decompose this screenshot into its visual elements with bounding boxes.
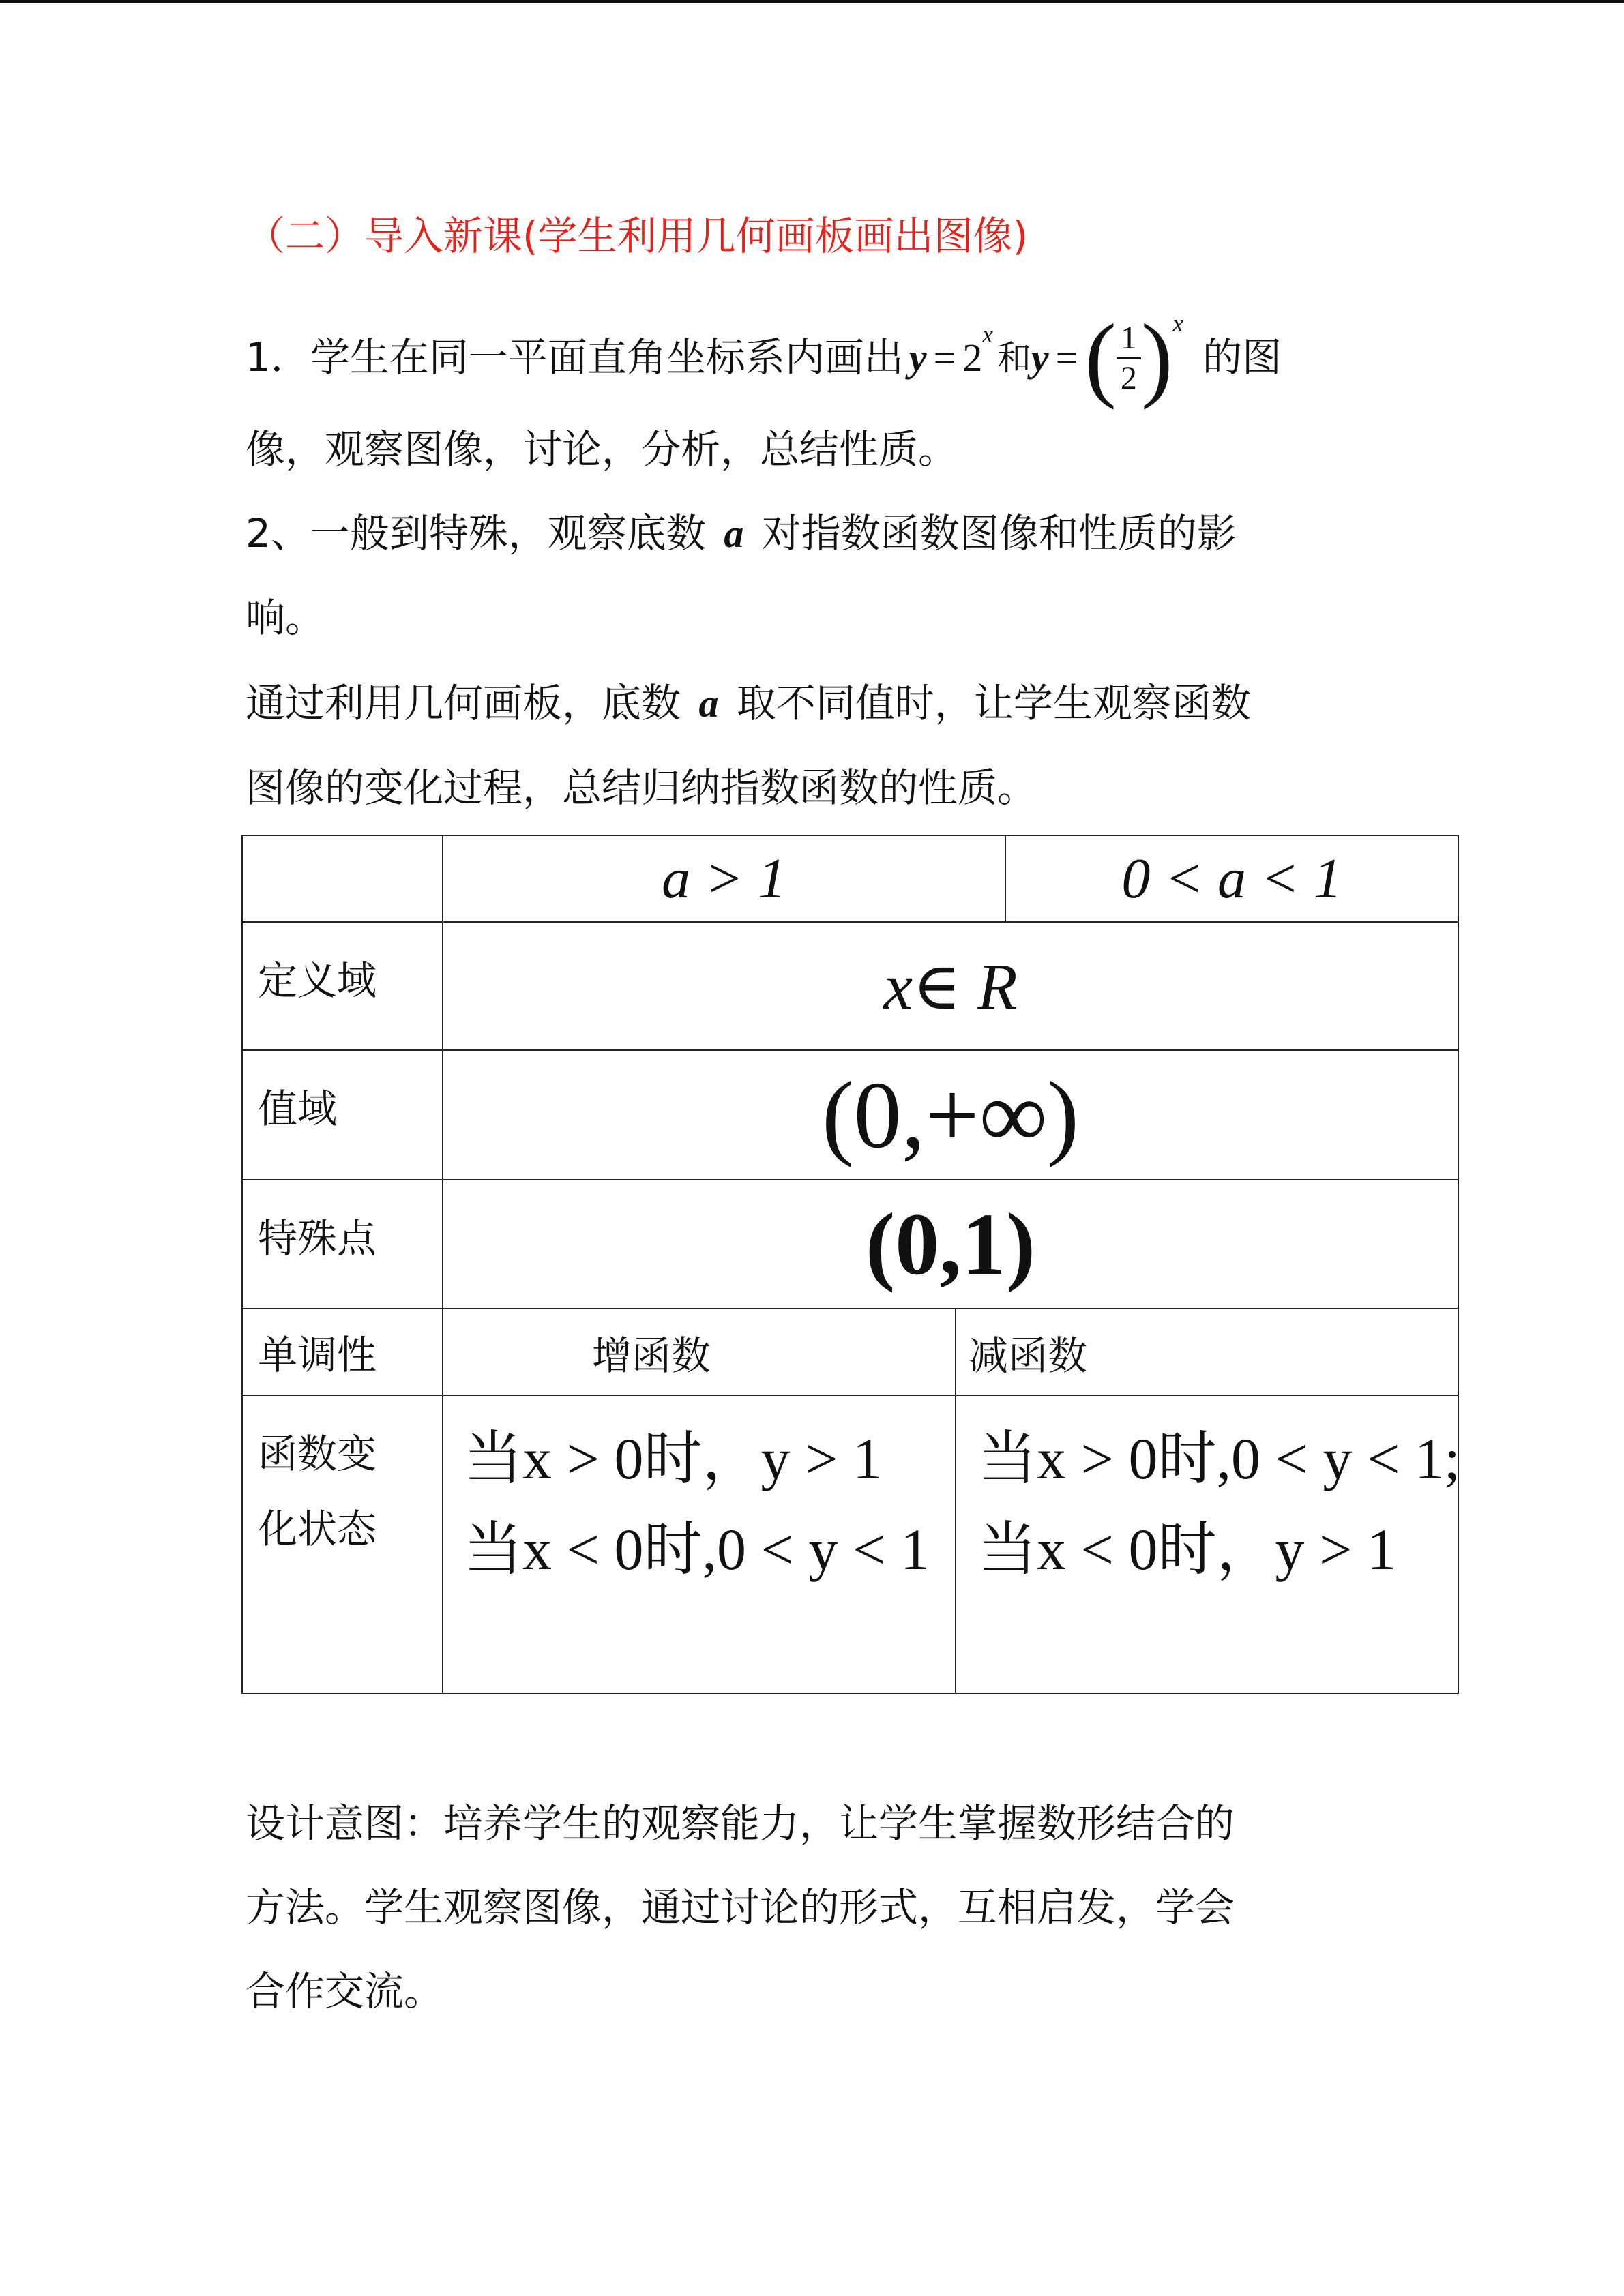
item2-line2: 响。 (246, 595, 325, 641)
design-intent-line2: 方法。学生观察图像，通过讨论的形式，互相启发，学会 (246, 1884, 1235, 1930)
fraction-denominator: 2 (1120, 359, 1137, 396)
para3-part1: 通过利用几何画板，底数 (246, 680, 681, 726)
item1-line1 (246, 307, 1282, 409)
design-intent-line1: 设计意图：培养学生的观察能力，让学生掌握数形结合的 (246, 1800, 1235, 1847)
increasing-label: 增函数 (443, 1309, 956, 1395)
dec-behavior-line1: 当x > 0时,0 < y < 1; (978, 1426, 1460, 1491)
special-point-value: (0,1) (443, 1180, 1458, 1309)
table-row-special-point (242, 1180, 1458, 1309)
range-label: 值域 (242, 1050, 443, 1180)
fraction-numerator: 1 (1117, 322, 1141, 359)
item2-line1 (246, 510, 1237, 558)
behavior-label-line1: 函数变 (258, 1431, 377, 1477)
item1-prefix: 1．学生在同一平面直角坐标系内画出 (246, 334, 904, 381)
inc-behavior-line1: 当x > 0时，y > 1 (464, 1426, 883, 1491)
para3-line1 (246, 680, 1251, 728)
header-a-lt-1: 0 < a < 1 (1005, 835, 1458, 922)
section-heading: （二）导入新课(学生利用几何画板画出图像) (246, 213, 1029, 259)
header-empty-cell (242, 835, 443, 922)
para3-line2: 图像的变化过程，总结归纳指数函数的性质。 (246, 764, 1037, 811)
design-intent-line3: 合作交流。 (246, 1968, 444, 2014)
dec-behavior-line2: 当x < 0时，y > 1 (978, 1517, 1397, 1583)
item1-eq1: = (933, 336, 956, 381)
item1-suffix: 的图 (1202, 334, 1282, 381)
decreasing-label: 减函数 (956, 1309, 1458, 1395)
inc-behavior-line2: 当x < 0时,0 < y < 1 (464, 1517, 930, 1583)
range-value: (0,+∞) (443, 1050, 1458, 1180)
item1-y2: y (1031, 336, 1049, 381)
item1-exp1: x (982, 321, 993, 348)
item1-y1: y (909, 336, 927, 381)
table-row-monotonicity (242, 1309, 1458, 1395)
page-top-border (0, 0, 1624, 3)
table-header-row (242, 835, 1458, 922)
special-point-label: 特殊点 (242, 1180, 443, 1309)
item1-line2: 像，观察图像，讨论，分析，总结性质。 (246, 426, 958, 473)
item2-part2: 对指数函数图像和性质的影 (761, 510, 1237, 556)
item1-base: 2 (962, 336, 983, 381)
para3-var: a (698, 681, 719, 726)
behavior-label (242, 1395, 443, 1693)
item2-part1: 2、一般到特殊，观察底数 (246, 510, 706, 556)
table-row-range (242, 1050, 1458, 1180)
behavior-label-line2: 化状态 (258, 1506, 377, 1553)
monotonicity-label: 单调性 (242, 1309, 443, 1395)
table-row-behavior (242, 1395, 1458, 1693)
increasing-behavior (443, 1395, 956, 1693)
decreasing-behavior (956, 1395, 1458, 1693)
domain-label: 定义域 (242, 922, 443, 1050)
item2-var: a (724, 511, 744, 556)
para3-part2: 取不同值时，让学生观察函数 (736, 680, 1251, 726)
fraction-one-half (1117, 319, 1141, 396)
header-a-gt-1: a > 1 (443, 835, 1005, 922)
right-paren: ) (1140, 305, 1173, 411)
item1-eq2: = (1055, 336, 1078, 381)
item1-and: 和 (996, 338, 1031, 378)
item1-exp2: x (1172, 310, 1183, 337)
left-paren: ( (1084, 305, 1117, 411)
domain-value: x∈ R (443, 922, 1458, 1050)
table-row-domain (242, 922, 1458, 1050)
exponential-properties-table (241, 835, 1459, 1694)
